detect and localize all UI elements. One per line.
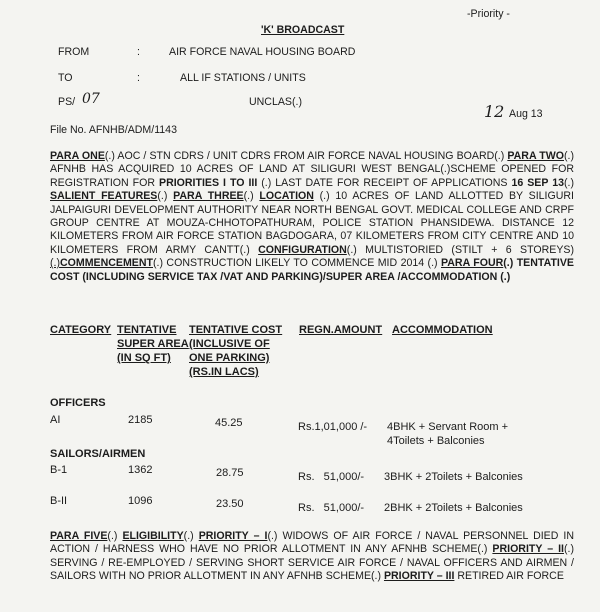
row-b2-area: 1096	[128, 495, 153, 507]
header-category: CATEGORY	[50, 324, 112, 336]
to-label: TO	[58, 72, 73, 84]
para-text: (.) AFNHB HAS ACQUIRED 10 ACRES OF LAND AT SILIGURI WEST BENGAL(.)SCHEME OPENED FOR REGISTRATION FOR	[50, 150, 574, 189]
row-ai-accommodation-2: 4Toilets + Balconies	[387, 435, 485, 447]
para-one-label: PARA ONE	[50, 150, 105, 162]
header-super-area: TENTATIVE SUPER AREA (IN SQ FT)	[117, 324, 189, 364]
header-tentative-cost: TENTATIVE COST (INCLUSIVE OF ONE PARKING) (RS.IN LACS)	[189, 324, 283, 378]
row-b1-regn: Rs. 51,000/-	[298, 471, 365, 483]
unclas-marking: UNCLAS(.)	[249, 96, 302, 108]
paragraph-one-to-four	[50, 150, 574, 284]
para-four-text: (.) TENTATIVE COST (INCLUDING SERVICE TAX /VAT AND PARKING)/SUPER AREA /ACCOMMODATION (.)	[50, 257, 574, 283]
row-ai-area: 2185	[128, 414, 153, 426]
para-text: (.) AOC / STN CDRS / UNIT CDRS FROM AIR FORCE NAVAL HOUSING BOARD(.)	[104, 150, 508, 162]
document-title: 'K' BROADCAST	[261, 24, 345, 36]
para-two-label: PARA TWO	[507, 150, 564, 162]
para-text: (.) LAST DATE FOR RECEIPT OF APPLICATIONS	[257, 176, 512, 189]
para-four-label: PARA FOUR	[441, 257, 504, 270]
section-sailors-airmen: SAILORS/AIRMEN	[50, 448, 146, 460]
para-text: (.) WIDOWS OF AIR FORCE / NAVAL PERSONNEL DIED IN ACTION / HARNESS WHO HAVE NO PRIOR ALLOTMENT IN ANY AFNHB SCHEME(.)	[50, 530, 575, 556]
row-ai-regn: Rs.1,01,000 /-	[298, 421, 368, 433]
para-text: (.)	[243, 190, 260, 203]
row-ai-cost: 45.25	[215, 417, 243, 429]
paragraph-five	[50, 530, 574, 584]
row-b1-category: B-1	[50, 464, 68, 476]
priority-three-label: PRIORITY – III	[383, 570, 455, 583]
from-colon: :	[137, 46, 140, 58]
row-b1-accommodation: 3BHK + 2Toilets + Balconies	[384, 471, 523, 483]
row-b2-accommodation: 2BHK + 2Toilets + Balconies	[384, 502, 523, 514]
date-handwritten-day: 12	[484, 102, 505, 121]
para-five-label: PARA FIVE	[50, 530, 108, 542]
section-officers: OFFICERS	[50, 397, 106, 409]
para-text: (.) CONSTRUCTION LIKELY TO COMMENCE MID 2014 (.)	[153, 257, 441, 270]
file-number: File No. AFNHB/ADM/1143	[50, 124, 177, 136]
header-regn-amount: REGN.AMOUNT	[299, 324, 383, 336]
para-text: (.) 10 ACRES OF LAND ALLOTTED BY SILIGURI JALPAIGURI DEVELOPMENT AUTHORITY NEAR NORTH BENGAL GOVT. MEDICAL COLLEGE AND CRPF GROUP CENTRE AT MOUZA-CHHOTOPATHURAM, POLICE STATION PHANSIDEWA. DISTANCE 12 KILOMETERS FROM AIR FORCE STATION BAGDOGARA, 07 KILOMETERS FROM CITY CENTRE AND 10 KILOMETERS FROM ARMY CANTT(.)	[50, 190, 574, 256]
priority-one-label: PRIORITY – I	[198, 530, 268, 542]
last-date: 16 SEP 13	[511, 176, 564, 189]
row-b1-cost: 28.75	[216, 467, 244, 479]
row-b1-area: 1362	[128, 464, 153, 476]
priority-marking: -Priority -	[467, 8, 510, 20]
para-text: (.)	[50, 257, 60, 270]
to-colon: :	[137, 72, 140, 84]
row-b2-category: B-II	[50, 495, 68, 507]
configuration-label: CONFIGURATION	[258, 243, 347, 256]
row-ai-accommodation-1: 4BHK + Servant Room +	[387, 421, 509, 433]
header-accommodation: ACCOMMODATION	[392, 324, 493, 336]
row-ai-category: AI	[50, 414, 61, 426]
para-text: (.)	[107, 530, 123, 542]
location-label: LOCATION	[259, 190, 314, 203]
ps-label: PS/	[58, 96, 76, 108]
para-text: (.)	[183, 530, 199, 542]
row-b2-regn: Rs. 51,000/-	[298, 502, 365, 514]
priority-two-label: PRIORITY – II	[492, 543, 564, 556]
ps-handwritten-number: 07	[82, 91, 100, 107]
to-value: ALL IF STATIONS / UNITS	[180, 72, 306, 84]
commencement-label: COMMENCEMENT	[60, 257, 153, 270]
para-text: (.)	[157, 190, 174, 203]
para-text: (.) MULTISTORIED (STILT + 6 STOREYS)	[346, 243, 574, 256]
salient-features-label: SALIENT FEATURES	[50, 190, 158, 203]
para-text: RETIRED AIR FORCE	[454, 570, 564, 583]
from-value: AIR FORCE NAVAL HOUSING BOARD	[169, 46, 356, 58]
from-label: FROM	[58, 46, 90, 58]
eligibility-label: ELIGIBILITY	[122, 530, 184, 542]
para-three-label: PARA THREE	[173, 190, 244, 203]
row-b2-cost: 23.50	[216, 498, 244, 510]
para-text: (.) SERVING / RE-EMPLOYED / SERVING SHORT SERVICE AIR FORCE / NAVAL OFFICERS AND AIRMEN / SAILORS WITH NO PRIOR ALLOTMENT IN ANY AFNHB SCHEME(.)	[50, 543, 574, 583]
para-text: (.)	[564, 176, 574, 189]
priorities-text: PRIORITIES I TO III	[159, 176, 258, 189]
date-printed: Aug 13	[509, 108, 543, 120]
